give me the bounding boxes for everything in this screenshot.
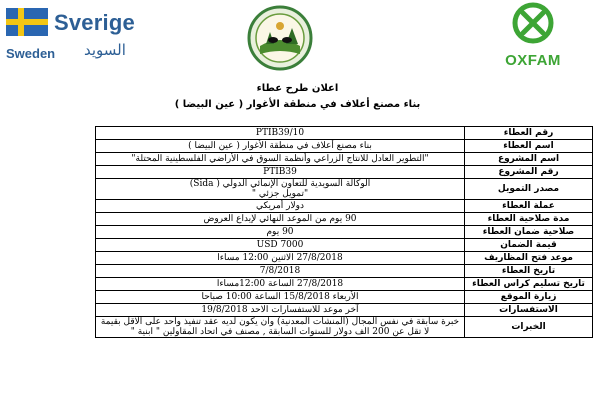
- field-label: عملة العطاء: [465, 200, 593, 213]
- field-label: مصدر التمويل: [465, 179, 593, 200]
- cooperative-association-logo: [240, 4, 320, 74]
- table-row: [96, 179, 593, 200]
- sweden-logo: [6, 6, 146, 66]
- tender-details-table: [95, 126, 593, 338]
- sweden-english-label: Sweden: [6, 46, 56, 61]
- field-value-line: "تمويل جزئي ": [251, 189, 309, 199]
- table-row: [96, 200, 593, 213]
- field-value: [96, 140, 465, 153]
- field-value-line: بناء مصنع أعلاف في منطقة الأغوار ( عين البيضا ): [188, 141, 372, 151]
- field-value-line: 90 يوم: [266, 227, 294, 237]
- field-label: الخبرات: [465, 317, 593, 338]
- field-label: اسم المشروع: [465, 153, 593, 166]
- table-row: [96, 265, 593, 278]
- oxfam-wordmark: OXFAM: [505, 52, 561, 69]
- field-value: [96, 304, 465, 317]
- field-value-line: خبرة سابقة في نفس المجال (المنشآت المعدنية) وان يكون لديه عقد تنفيذ واحد على الاقل بقيمة: [100, 317, 460, 327]
- field-value: [96, 127, 465, 140]
- table-row: [96, 127, 593, 140]
- field-value-line: 27/8/2018 الساعة 12:00مساءا: [216, 279, 344, 289]
- table-row: [96, 226, 593, 239]
- table-row: [96, 252, 593, 265]
- field-value: [96, 265, 465, 278]
- field-value-line: الوكالة السويدية للتعاون الإنمائي الدولي ( Sida): [189, 179, 371, 189]
- field-value-line: 7/8/2018: [259, 266, 301, 276]
- field-label: زيارة الموقع: [465, 291, 593, 304]
- field-value-line: الأربعاء 15/8/2018 الساعة 10:00 صباحا: [201, 292, 359, 302]
- table-row: [96, 291, 593, 304]
- field-value-line: USD 7000: [256, 240, 304, 250]
- field-label: اسم العطاء: [465, 140, 593, 153]
- field-value: [96, 213, 465, 226]
- field-value-line: PTIB39/10: [255, 128, 305, 138]
- table-row: [96, 317, 593, 338]
- oxfam-mark-icon: [512, 2, 554, 44]
- field-label: صلاحية ضمان العطاء: [465, 226, 593, 239]
- sweden-arabic-label: السويد: [84, 41, 126, 59]
- field-value-line: لا تقل عن 200 الف دولار للسنوات السابقة , مصنف في اتحاد المقاولين " ابنية ": [130, 327, 430, 337]
- field-label: تاريخ تسليم كراس العطاء: [465, 278, 593, 291]
- field-value: [96, 239, 465, 252]
- field-value: [96, 226, 465, 239]
- table-row: [96, 166, 593, 179]
- field-label: رقم العطاء: [465, 127, 593, 140]
- field-value-line: "التطوير العادل للانتاج الزراعي وأنظمة السوق في الأراضي الفلسطينية المحتلة": [131, 154, 429, 164]
- field-value: [96, 166, 465, 179]
- table-row: [96, 239, 593, 252]
- swedish-flag-icon: [6, 8, 48, 36]
- field-value-line: 27/8/2018 الاثنين 12:00 مساءا: [217, 253, 343, 263]
- field-value: [96, 278, 465, 291]
- field-value: [96, 317, 465, 338]
- field-value: [96, 252, 465, 265]
- sverige-brand: Sverige: [54, 10, 135, 35]
- announcement-title: اعلان طرح عطاء: [256, 83, 339, 94]
- field-label: مدة صلاحية العطاء: [465, 213, 593, 226]
- field-value: [96, 179, 465, 200]
- field-value: [96, 291, 465, 304]
- field-label: قيمة الضمان: [465, 239, 593, 252]
- field-value-line: دولار أمريكي: [256, 201, 304, 211]
- table-row: [96, 278, 593, 291]
- field-label: رقم المشروع: [465, 166, 593, 179]
- field-label: موعد فتح المظاريف: [465, 252, 593, 265]
- tender-subject-title: بناء مصنع أعلاف في منطقة الأغوار ( عين البيضا ): [174, 99, 421, 110]
- oxfam-logo: [493, 2, 573, 74]
- table-row: [96, 304, 593, 317]
- field-value: [96, 153, 465, 166]
- field-value-line: آخر موعد للاستفسارات الاحد 19/8/2018: [201, 305, 359, 315]
- field-value: [96, 200, 465, 213]
- table-row: [96, 213, 593, 226]
- field-value-line: PTIB39: [263, 167, 297, 177]
- field-label: الاستفسارات: [465, 304, 593, 317]
- table-row: [96, 140, 593, 153]
- field-label: تاريخ العطاء: [465, 265, 593, 278]
- table-row: [96, 153, 593, 166]
- field-value-line: 90 يوم من الموعد النهائي لإيداع العروض: [203, 214, 357, 224]
